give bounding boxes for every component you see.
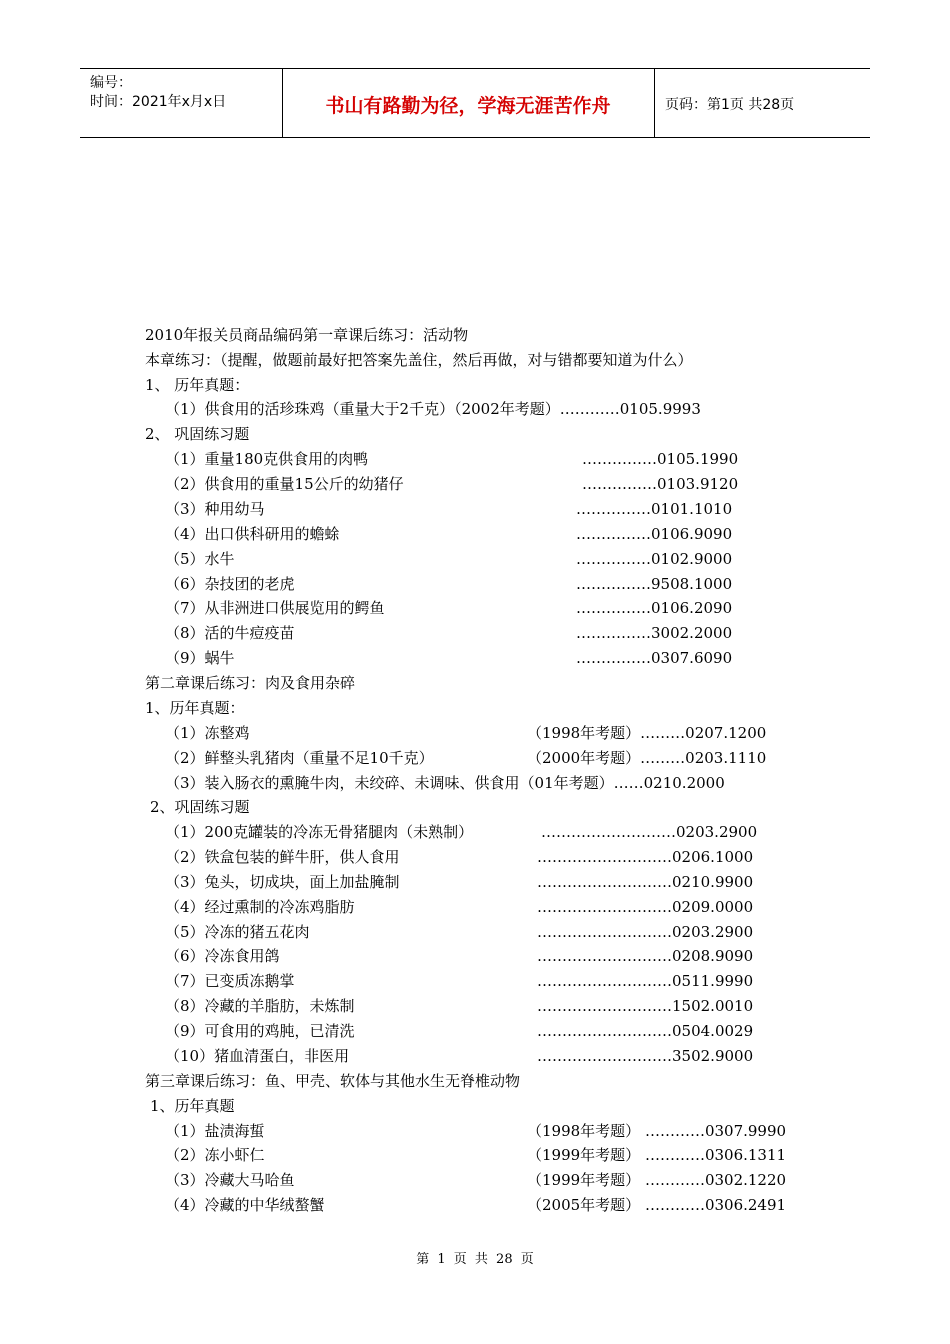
- exercise-answer: ……………0106.2090: [576, 599, 733, 617]
- chapter1-title: 2010年报关员商品编码第一章课后练习：活动物: [145, 326, 469, 344]
- chapter-instructions: 本章练习：（提醒，做题前最好把答案先盖住，然后再做，对与错都要知道为什么）: [145, 351, 693, 369]
- exercise-answer: ………………………0208.9090: [537, 947, 754, 965]
- doc-number-label: 编号：: [90, 75, 132, 91]
- exercise-answer: （1998年考题） …………0307.9990: [527, 1122, 787, 1140]
- exercise-answer: （1999年考题） …………0302.1220: [527, 1171, 787, 1189]
- exercise-answer: ………………………0511.9990: [537, 972, 754, 990]
- exercise-item: （7）从非洲进口供展览用的鳄鱼: [165, 599, 385, 617]
- exercise-answer: ………………………0203.2900: [537, 923, 754, 941]
- doc-time-label: 时间：2021年x月x日: [90, 94, 227, 110]
- exercise-answer: ……………0102.9000: [576, 550, 733, 568]
- exercise-item: （9）可食用的鸡肫，已清洗: [165, 1022, 355, 1040]
- exercise-item: （2）冻小虾仁: [165, 1146, 265, 1164]
- section-heading: 1、历年真题: [150, 1097, 235, 1115]
- section-heading: 2、巩固练习题: [150, 798, 250, 816]
- section-heading: 2、 巩固练习题: [145, 425, 250, 443]
- exercise-answer: ……………3002.2000: [576, 624, 733, 642]
- header-motto: 书山有路勤为径，学海无涯苦作舟: [325, 95, 611, 117]
- exercise-item: （6）杂技团的老虎: [165, 575, 295, 593]
- exercise-item: （10）猪血清蛋白，非医用: [165, 1047, 350, 1065]
- exercise-item: （1）盐渍海蜇: [165, 1122, 265, 1140]
- exercise-item: （3）兔头，切成块，面上加盐腌制: [165, 873, 400, 891]
- exercise-answer: ……………0103.9120: [582, 475, 739, 493]
- exercise-item: （7）已变质冻鹅掌: [165, 972, 295, 990]
- chapter3-title: 第三章课后练习：鱼、甲壳、软体与其他水生无脊椎动物: [145, 1072, 521, 1090]
- exercise-answer: ……………0101.1010: [576, 500, 733, 518]
- page-footer: 第 1 页 共 28 页: [416, 1252, 534, 1267]
- exercise-answer: ………………………0206.1000: [537, 848, 754, 866]
- exercise-item: （4）经过熏制的冷冻鸡脂肪: [165, 898, 355, 916]
- exercise-answer: ………………………3502.9000: [537, 1047, 754, 1065]
- exercise-item: （8）冷藏的羊脂肪，未炼制: [165, 997, 355, 1015]
- exercise-item: （6）冷冻食用鸽: [165, 947, 280, 965]
- exercise-answer: ………………………1502.0010: [537, 997, 754, 1015]
- exercise-item: （3）种用幼马: [165, 500, 265, 518]
- exercise-item: （5）水牛: [165, 550, 235, 568]
- chapter2-title: 第二章课后练习：肉及食用杂碎: [145, 674, 356, 692]
- exercise-item: （2）鲜整头乳猪肉（重量不足10千克）: [165, 749, 434, 767]
- exercise-item: （9）蜗牛: [165, 649, 235, 667]
- exercise-item: （5）冷冻的猪五花肉: [165, 923, 310, 941]
- exercise-item: （1）供食用的活珍珠鸡（重量大于2千克）（2002年考题）…………0105.9993: [165, 400, 701, 418]
- exercise-item: （2）供食用的重量15公斤的幼猪仔: [165, 475, 404, 493]
- exercise-item: （3）冷藏大马哈鱼: [165, 1171, 295, 1189]
- exercise-answer: ………………………0203.2900: [541, 823, 758, 841]
- exercise-item: （4）冷藏的中华绒螯蟹: [165, 1196, 325, 1214]
- exercise-answer: ………………………0210.9900: [537, 873, 754, 891]
- exercise-item: （1）冻整鸡: [165, 724, 250, 742]
- exercise-item: （8）活的牛痘疫苗: [165, 624, 295, 642]
- exercise-answer: （2000年考题）………0203.1110: [527, 749, 767, 767]
- exercise-answer: ………………………0504.0029: [537, 1022, 754, 1040]
- section-heading: 1、 历年真题：: [145, 376, 250, 394]
- header-page-label: 页码：第1页 共28页: [665, 97, 795, 113]
- exercise-answer: ……………9508.1000: [576, 575, 733, 593]
- exercise-answer: ………………………0209.0000: [537, 898, 754, 916]
- exercise-item: （1）200克罐装的冷冻无骨猪腿肉（未熟制）: [165, 823, 474, 841]
- exercise-item: （4）出口供科研用的蟾蜍: [165, 525, 340, 543]
- exercise-answer: （2005年考题） …………0306.2491: [527, 1196, 787, 1214]
- exercise-answer: ……………0106.9090: [576, 525, 733, 543]
- exercise-answer: ……………0307.6090: [576, 649, 733, 667]
- section-heading: 1、历年真题：: [145, 699, 245, 717]
- exercise-item: （2）铁盒包装的鲜牛肝，供人食用: [165, 848, 400, 866]
- exercise-item: （1）重量180克供食用的肉鸭: [165, 450, 369, 468]
- exercise-answer: ……………0105.1990: [582, 450, 739, 468]
- exercise-answer: （1998年考题）………0207.1200: [527, 724, 767, 742]
- exercise-answer: （1999年考题） …………0306.1311: [527, 1146, 787, 1164]
- exercise-item: （3）装入肠衣的熏腌牛肉，未绞碎、未调味、供食用（01年考题）……0210.2000: [165, 774, 725, 792]
